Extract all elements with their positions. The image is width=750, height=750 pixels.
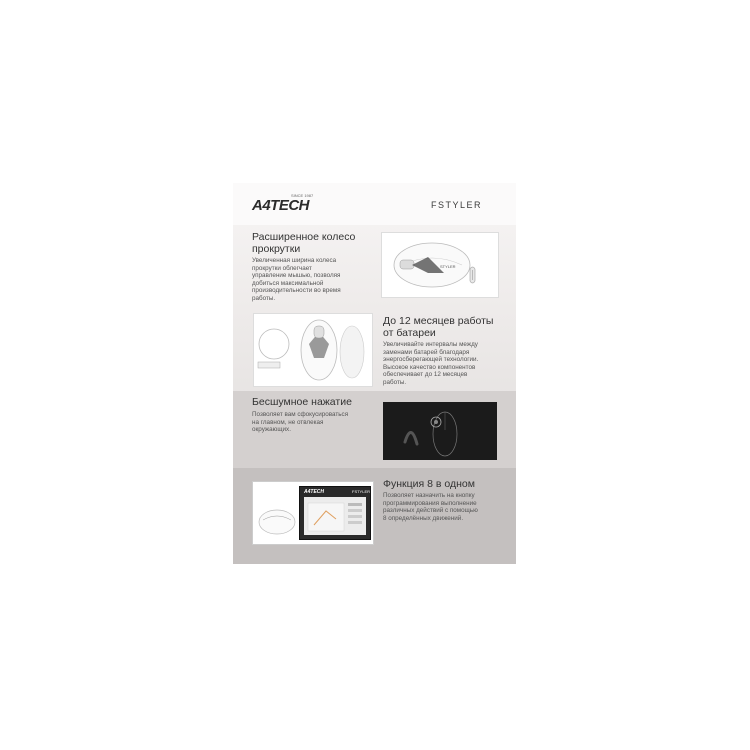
- mouse-battery-image: [253, 313, 373, 387]
- feature-title-line: прокрутки: [252, 243, 301, 255]
- a4tech-logo: A4TECH: [252, 197, 310, 214]
- feature-title: [383, 478, 475, 490]
- description-line: энергосберегающей технологии.: [383, 356, 479, 364]
- feature-title-line: Функция 8 в одном: [383, 478, 475, 490]
- fstyler-logo: FSTYLER: [431, 200, 483, 210]
- silent-click-illustration: [383, 402, 497, 460]
- silent-click-image: [383, 402, 497, 460]
- description-line: программирования выполнение: [383, 499, 477, 507]
- feature-title: [252, 396, 352, 408]
- software-brand: FSTYLER: [352, 489, 371, 494]
- description-line: 8 определённых движений.: [383, 514, 464, 522]
- description-line: окружающих.: [252, 426, 291, 434]
- software-content: [304, 497, 366, 535]
- description-line: на главном, не отвлекая: [252, 418, 324, 426]
- mouse-top-illustration: [382, 233, 498, 297]
- feature-description: [383, 492, 478, 522]
- description-line: заменами батарей благодаря: [383, 348, 470, 356]
- software-logo: A4TECH: [304, 489, 325, 495]
- logo-subtitle: SINCE 1987: [291, 193, 314, 198]
- feature-description: [252, 411, 348, 434]
- product-poster: [233, 183, 516, 564]
- description-line: Высокое качество компонентов: [383, 363, 476, 371]
- description-line: прокрутки облегчает: [252, 264, 312, 272]
- software-screenshot-image: [252, 481, 374, 545]
- feature-title-line: Бесшумное нажатие: [252, 396, 352, 408]
- description-line: работы.: [252, 294, 276, 302]
- description-line: Позволяет назначить на кнопку: [383, 492, 475, 499]
- battery-illustration: [254, 314, 372, 386]
- description-line: различных действий с помощью: [383, 507, 478, 515]
- feature-description: [383, 341, 478, 387]
- feature-title-line: Расширенное колесо: [252, 231, 356, 243]
- software-window: [299, 486, 371, 540]
- feature-title: [383, 315, 493, 339]
- description-line: добиться максимальной: [252, 279, 324, 287]
- description-line: производительности во время: [252, 287, 341, 295]
- description-line: Позволяет вам сфокусироваться: [252, 411, 349, 418]
- poster-header: [233, 183, 516, 225]
- description-line: Увеличивайте интервалы между: [383, 341, 478, 348]
- description-line: обеспечивает до 12 месяцев: [383, 371, 468, 379]
- mouse-top-view-image: [381, 232, 499, 298]
- feature-title-line: от батареи: [383, 327, 436, 339]
- feature-title-line: До 12 месяцев работы: [383, 315, 494, 327]
- svg-text:STYLER: STYLER: [440, 264, 456, 269]
- description-line: работы.: [383, 378, 407, 386]
- description-line: управление мышью, позволяя: [252, 272, 341, 280]
- feature-title: [252, 231, 355, 255]
- feature-description: [252, 257, 341, 303]
- gesture-illustration: [304, 497, 366, 535]
- description-line: Увеличенная ширина колеса: [252, 257, 337, 264]
